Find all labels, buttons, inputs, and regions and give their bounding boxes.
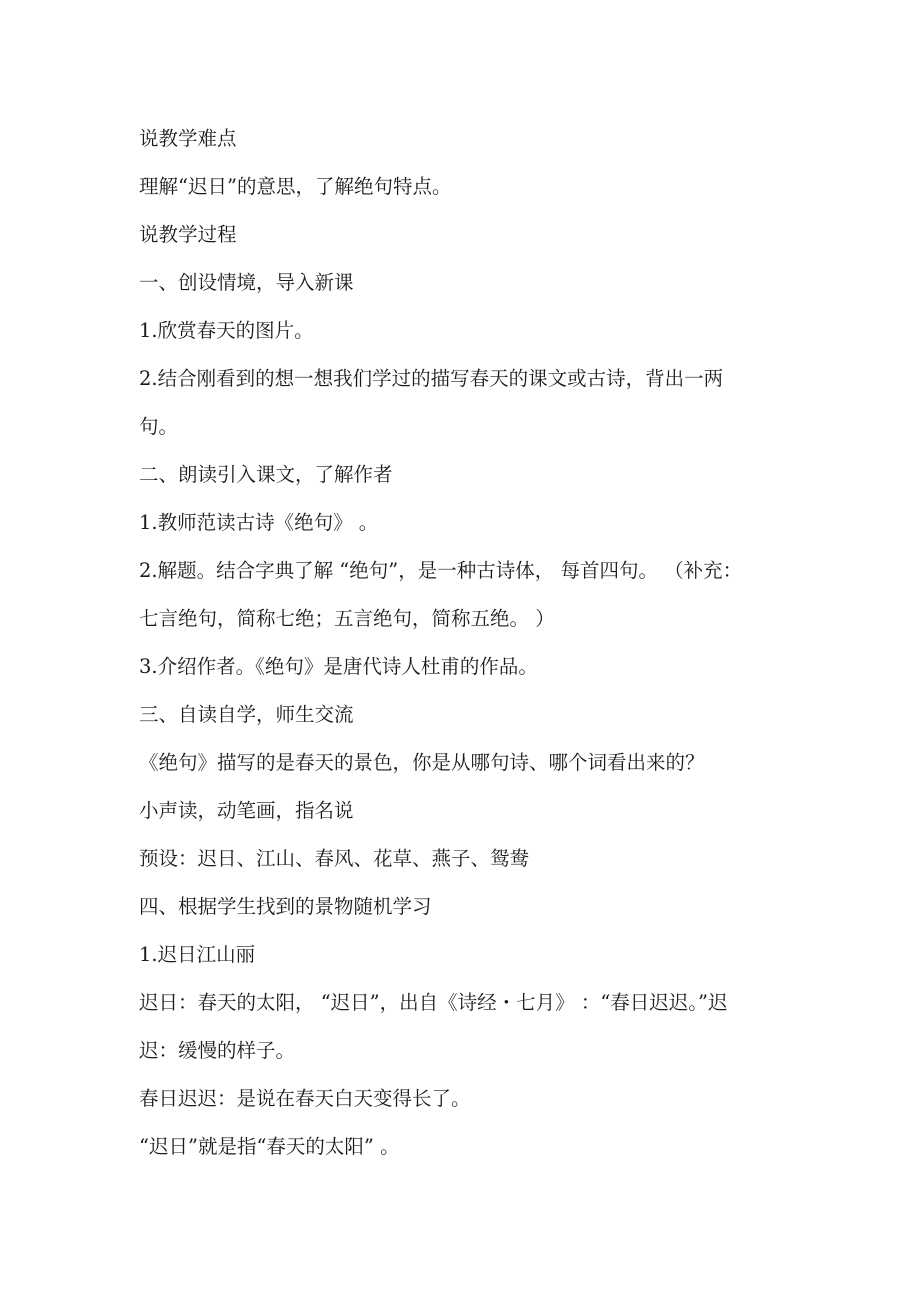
paragraph-line: 迟日：春天的太阳， “迟日”，出自《诗经・七月》 ：“春日迟迟。”迟: [139, 991, 728, 1014]
paragraph-line: 句。: [139, 415, 179, 438]
paragraph-line: 预设：迟日、江山、春风、花草、燕子、鸳鸯: [139, 847, 530, 870]
paragraph-line: 《绝句》描写的是春天的景色，你是从哪句诗、哪个词看出来的？: [139, 751, 705, 774]
paragraph-line: 理解“迟日”的意思，了解绝句特点。: [139, 175, 452, 198]
paragraph-line: “迟日”就是指“春天的太阳” 。: [139, 1135, 400, 1158]
list-item: 1.欣赏春天的图片。: [139, 319, 314, 342]
list-item: 2.结合刚看到的想一想我们学过的描写春天的课文或古诗，背出一两: [139, 367, 724, 390]
paragraph-line: 春日迟迟：是说在春天白天变得长了。: [139, 1087, 471, 1110]
list-item: 2.解题。结合字典了解 “绝句”，是一种古诗体， 每首四句。 （补充：: [139, 559, 743, 582]
list-item: 3.介绍作者。《绝句》是唐代诗人杜甫的作品。: [139, 655, 538, 678]
list-item: 1.教师范读古诗《绝句》 。: [139, 511, 379, 534]
paragraph-line: 小声读，动笔画，指名说: [139, 799, 354, 822]
section-heading-4: 四、根据学生找到的景物随机学习: [139, 895, 432, 918]
paragraph-line: 迟：缓慢的样子。: [139, 1039, 296, 1062]
paragraph-line: 七言绝句，简称七绝；五言绝句，简称五绝。 ）: [139, 607, 555, 630]
heading-teaching-difficulty: 说教学难点: [139, 127, 237, 150]
section-heading-2: 二、朗读引入课文，了解作者: [139, 463, 393, 486]
list-item: 1.迟日江山丽: [139, 943, 256, 966]
section-heading-3: 三、自读自学，师生交流: [139, 703, 354, 726]
section-heading-1: 一、创设情境，导入新课: [139, 271, 354, 294]
heading-teaching-process: 说教学过程: [139, 223, 237, 246]
